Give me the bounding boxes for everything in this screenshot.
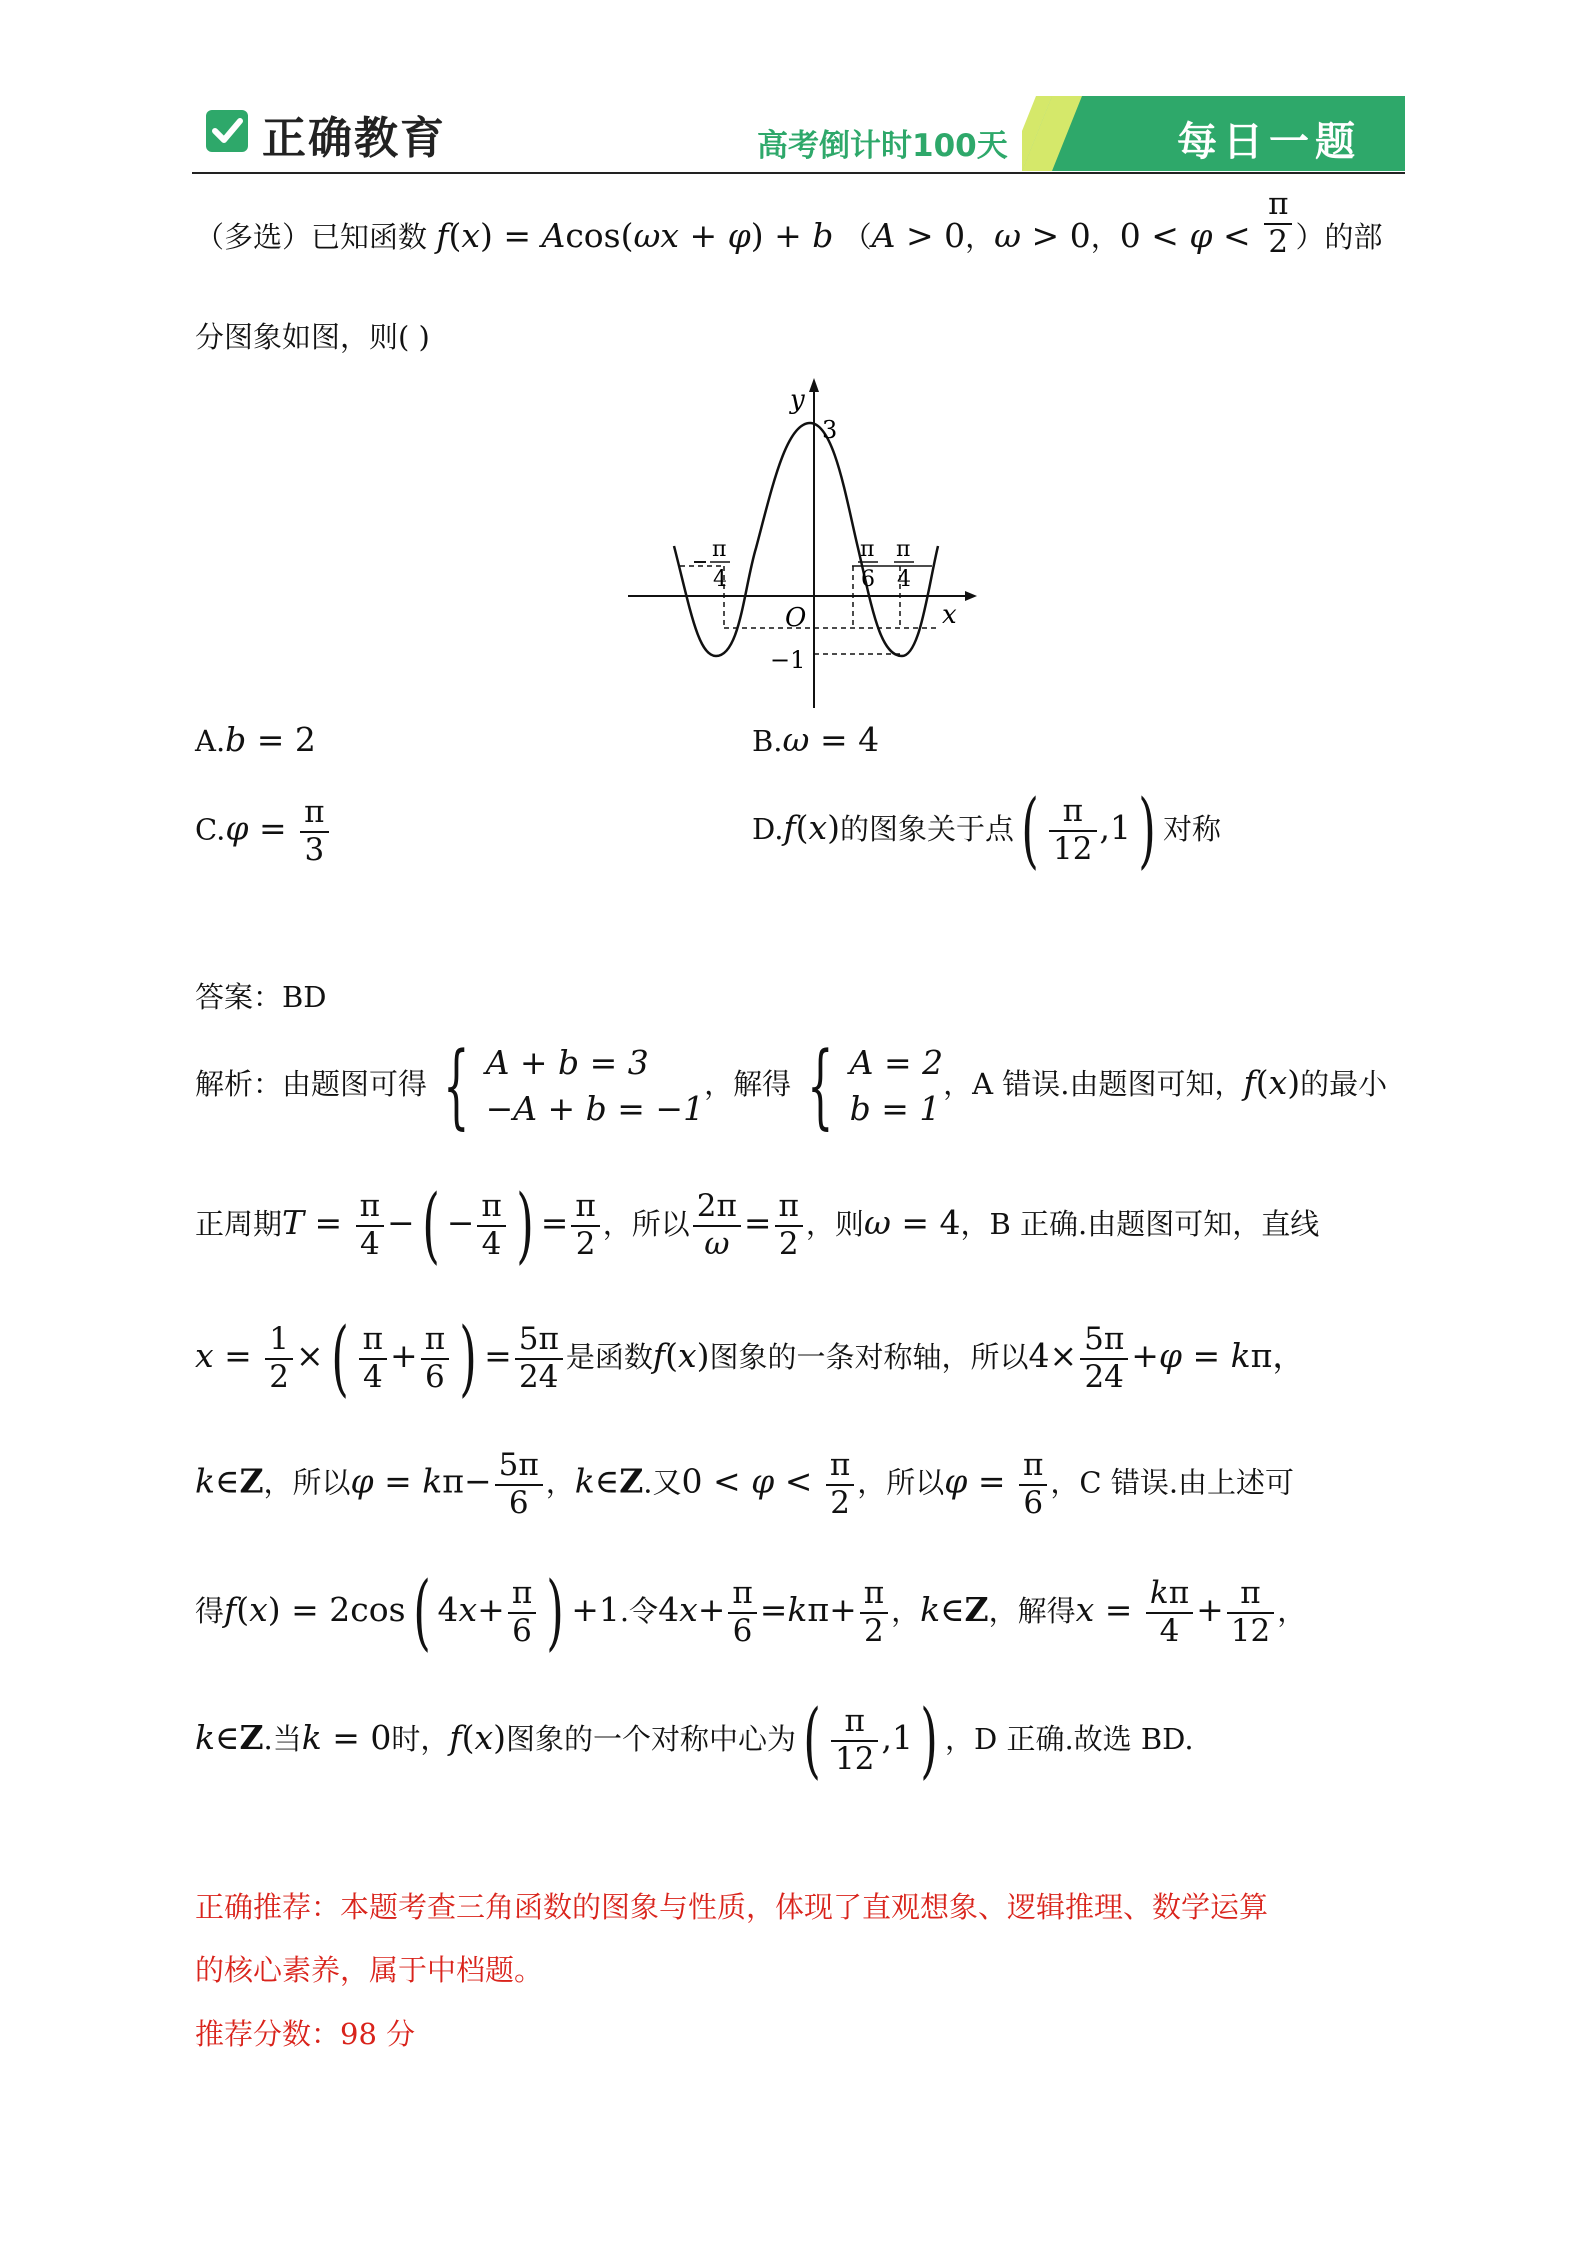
tick-left-den: 4 [713,567,727,592]
option-a: A.b = 2 [195,720,316,759]
brand-name: 正确教育 [262,113,446,164]
daily-title: 每日一题 [1177,119,1361,165]
min-label: −1 [770,646,806,674]
page-header [192,96,1405,171]
answer: 答案：BD [195,980,327,1014]
question-line-1: （多选）已知函数 f(x) = Acos(ωx + φ) + b （A > 0，ω > 0，0 < φ < $\frac{\pi}{2}$ ）的部 [195,186,1383,260]
solution-line-2: 正周期T = $\frac{\pi}{4}$ −( − $\frac{\pi}{4}$ ) = $\frac{\pi}{2}$ ，所以 $\frac{2\pi}{\omega}$ = $\frac{\pi}{2}$ ，则ω = 4，B 正确.由题图可知，直线 [195,1178,1320,1273]
option-c: C.φ = $\frac{\pi}{3}$ [195,795,332,868]
question-line-2: 分图象如图，则( ) [195,320,430,354]
x-axis-label: x [942,600,957,630]
tick-left-num: π [712,537,727,562]
solution-line-5: 得f(x) = 2cos( 4x+ $\frac{\pi}{6}$ ) +1.令4x+ $\frac{\pi}{6}$ =kπ+ $\frac{\pi}{2}$ ，k∈Z，解得x = $\frac{k\pi}{4}$ + $\frac{\pi}{12}$ ， [195,1565,1307,1660]
recommend-line-1: 正确推荐：本题考查三角函数的图象与性质，体现了直观想象、逻辑推理、数学运算 [195,1890,1269,1924]
tick-right1-num: π [860,537,875,562]
tick-right2-num: π [896,537,911,562]
solution-line-4: k∈Z，所以φ = kπ− $\frac{5\pi}{6}$ ，k∈Z.又0 < φ < $\frac{\pi}{2}$ ，所以φ = $\frac{\pi}{6}$ ，C 错误.由上述可 [195,1447,1295,1521]
option-b: B.ω = 4 [752,720,880,759]
header-divider [192,172,1405,174]
solution-line-6: k∈Z.当k = 0时，f(x)图象的一个对称中心为( $\frac{\pi}{12}$ ,1) ，D 正确.故选 BD. [195,1693,1194,1788]
tick-right2-den: 4 [897,567,911,592]
y-axis-label: y [790,385,805,415]
tick-right1-den: 6 [861,567,875,592]
solution-line-3: x = $\frac{1}{2}$ ×( $\frac{\pi}{4}$ + $\frac{\pi}{6}$ ) = $\frac{5\pi}{24}$ 是函数f(x)图象的一条对称轴，所以4× $\frac{5\pi}{24}$ +φ = kπ， [195,1311,1306,1406]
checkmark-logo-icon [206,110,248,152]
recommend-line-2: 的核心素养，属于中档题。 [195,1953,544,1987]
origin-label: O [785,603,807,633]
max-label: 3 [822,416,838,444]
countdown-text: 高考倒计时100天 [757,128,1008,164]
function-graph [620,378,980,708]
solution-line-1: 解析：由题图可得 { A + b = 3 −A + b = −1，解得 { A = 2 b = 1，A 错误.由题图可知，f(x)的最小 [195,1032,1388,1140]
recommend-score: 推荐分数：98 分 [195,2017,416,2051]
option-d: D.f(x)的图象关于点( $\frac{\pi}{12}$ ,1) 对称 [752,783,1222,878]
